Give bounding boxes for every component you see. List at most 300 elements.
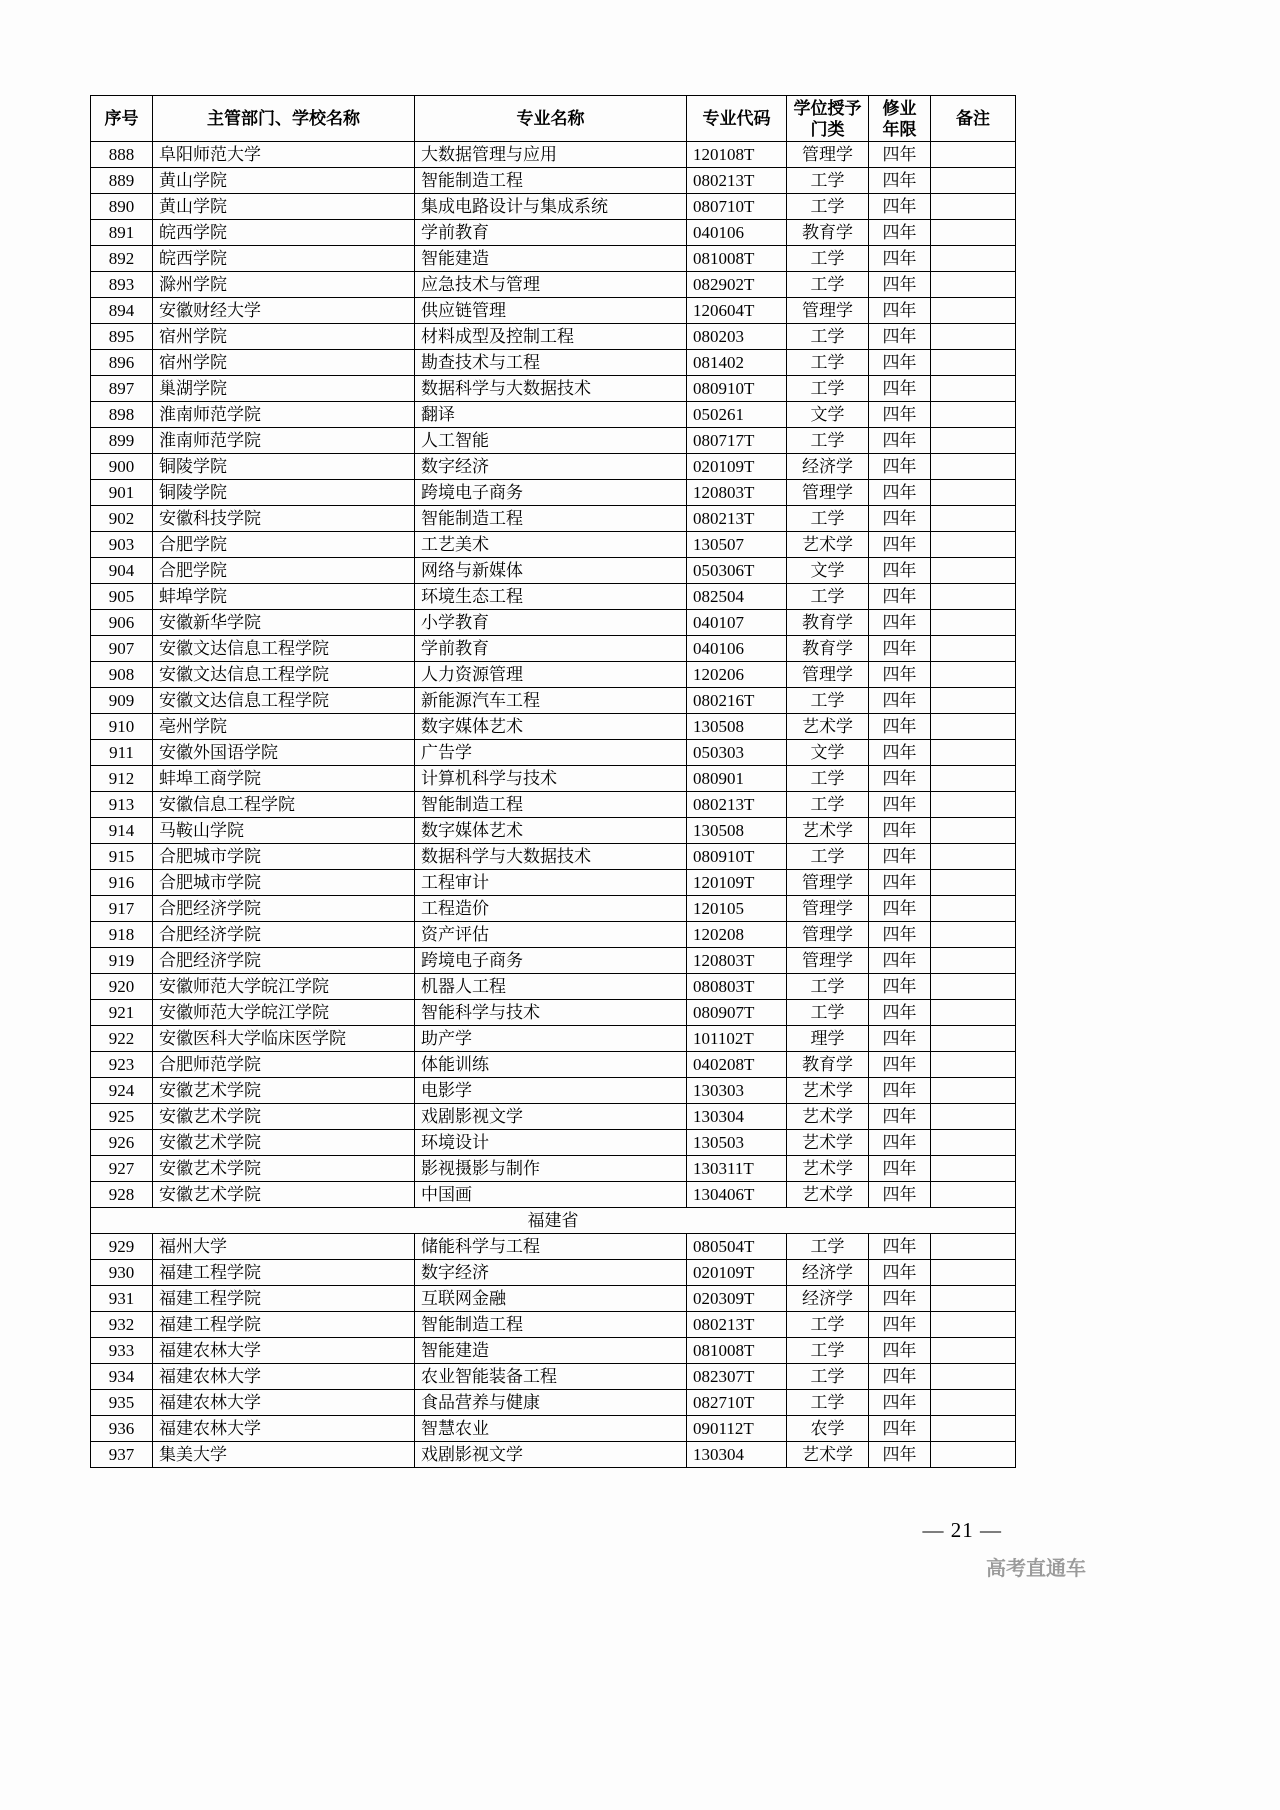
cell-no: 922 <box>91 1026 153 1052</box>
cell-years: 四年 <box>869 1442 931 1468</box>
cell-major: 人力资源管理 <box>415 662 687 688</box>
cell-years: 四年 <box>869 1260 931 1286</box>
cell-degree: 教育学 <box>787 636 869 662</box>
table-row <box>91 1416 1016 1442</box>
cell-degree: 教育学 <box>787 220 869 246</box>
cell-note <box>931 896 1016 922</box>
cell-school: 安徽财经大学 <box>153 298 415 324</box>
cell-degree: 管理学 <box>787 480 869 506</box>
cell-degree: 文学 <box>787 402 869 428</box>
cell-school: 宿州学院 <box>153 324 415 350</box>
cell-code: 080504T <box>687 1234 787 1260</box>
cell-code: 120803T <box>687 948 787 974</box>
header-row <box>91 96 1016 142</box>
cell-degree: 工学 <box>787 974 869 1000</box>
cell-note <box>931 1286 1016 1312</box>
cell-major: 智慧农业 <box>415 1416 687 1442</box>
cell-major: 数字媒体艺术 <box>415 714 687 740</box>
cell-years: 四年 <box>869 1234 931 1260</box>
cell-major: 跨境电子商务 <box>415 480 687 506</box>
col-header-code: 专业代码 <box>687 96 787 142</box>
cell-no: 890 <box>91 194 153 220</box>
cell-note <box>931 324 1016 350</box>
cell-no: 899 <box>91 428 153 454</box>
cell-school: 合肥城市学院 <box>153 844 415 870</box>
cell-school: 福建农林大学 <box>153 1390 415 1416</box>
cell-code: 120105 <box>687 896 787 922</box>
table-row <box>91 324 1016 350</box>
table-row <box>91 1130 1016 1156</box>
cell-years: 四年 <box>869 1078 931 1104</box>
page-number: — 21 — <box>922 1518 1002 1542</box>
table-row <box>91 246 1016 272</box>
cell-major: 储能科学与工程 <box>415 1234 687 1260</box>
cell-years: 四年 <box>869 246 931 272</box>
cell-note <box>931 584 1016 610</box>
cell-code: 120109T <box>687 870 787 896</box>
cell-no: 936 <box>91 1416 153 1442</box>
cell-note <box>931 298 1016 324</box>
table-row <box>91 142 1016 168</box>
cell-major: 学前教育 <box>415 220 687 246</box>
cell-degree: 管理学 <box>787 298 869 324</box>
cell-note <box>931 1260 1016 1286</box>
cell-school: 福建工程学院 <box>153 1286 415 1312</box>
cell-code: 082902T <box>687 272 787 298</box>
cell-note <box>931 714 1016 740</box>
cell-degree: 艺术学 <box>787 1104 869 1130</box>
cell-degree: 管理学 <box>787 142 869 168</box>
cell-code: 082710T <box>687 1390 787 1416</box>
cell-no: 931 <box>91 1286 153 1312</box>
cell-major: 翻译 <box>415 402 687 428</box>
cell-school: 福建农林大学 <box>153 1416 415 1442</box>
cell-school: 安徽艺术学院 <box>153 1104 415 1130</box>
cell-school: 亳州学院 <box>153 714 415 740</box>
table-row <box>91 272 1016 298</box>
table-row <box>91 636 1016 662</box>
cell-code: 080213T <box>687 792 787 818</box>
cell-major: 新能源汽车工程 <box>415 688 687 714</box>
cell-no: 894 <box>91 298 153 324</box>
cell-no: 928 <box>91 1182 153 1208</box>
cell-note <box>931 740 1016 766</box>
cell-major: 集成电路设计与集成系统 <box>415 194 687 220</box>
cell-degree: 经济学 <box>787 1286 869 1312</box>
cell-note <box>931 1338 1016 1364</box>
cell-no: 891 <box>91 220 153 246</box>
cell-note <box>931 766 1016 792</box>
cell-note <box>931 220 1016 246</box>
cell-years: 四年 <box>869 1026 931 1052</box>
cell-code: 081008T <box>687 1338 787 1364</box>
cell-major: 跨境电子商务 <box>415 948 687 974</box>
cell-school: 安徽新华学院 <box>153 610 415 636</box>
cell-years: 四年 <box>869 974 931 1000</box>
cell-years: 四年 <box>869 766 931 792</box>
cell-school: 合肥城市学院 <box>153 870 415 896</box>
table-row <box>91 740 1016 766</box>
cell-no: 902 <box>91 506 153 532</box>
cell-code: 130508 <box>687 714 787 740</box>
cell-school: 集美大学 <box>153 1442 415 1468</box>
cell-degree: 农学 <box>787 1416 869 1442</box>
cell-code: 020309T <box>687 1286 787 1312</box>
cell-major: 供应链管理 <box>415 298 687 324</box>
cell-major: 中国画 <box>415 1182 687 1208</box>
cell-years: 四年 <box>869 1000 931 1026</box>
cell-degree: 工学 <box>787 1390 869 1416</box>
table-row <box>91 1052 1016 1078</box>
cell-major: 食品营养与健康 <box>415 1390 687 1416</box>
cell-school: 福建农林大学 <box>153 1338 415 1364</box>
cell-major: 计算机科学与技术 <box>415 766 687 792</box>
cell-code: 040106 <box>687 636 787 662</box>
cell-degree: 教育学 <box>787 610 869 636</box>
table-row <box>91 1000 1016 1026</box>
cell-major: 学前教育 <box>415 636 687 662</box>
cell-school: 福建工程学院 <box>153 1260 415 1286</box>
cell-major: 数字经济 <box>415 454 687 480</box>
cell-degree: 教育学 <box>787 1052 869 1078</box>
cell-note <box>931 948 1016 974</box>
cell-no: 916 <box>91 870 153 896</box>
cell-major: 智能制造工程 <box>415 506 687 532</box>
cell-code: 050306T <box>687 558 787 584</box>
cell-school: 安徽师范大学皖江学院 <box>153 1000 415 1026</box>
cell-major: 大数据管理与应用 <box>415 142 687 168</box>
table-row <box>91 974 1016 1000</box>
cell-note <box>931 922 1016 948</box>
cell-years: 四年 <box>869 818 931 844</box>
table-row <box>91 922 1016 948</box>
table-row <box>91 558 1016 584</box>
cell-degree: 工学 <box>787 272 869 298</box>
table-row <box>91 688 1016 714</box>
cell-years: 四年 <box>869 844 931 870</box>
cell-note <box>931 688 1016 714</box>
cell-school: 福建工程学院 <box>153 1312 415 1338</box>
cell-degree: 工学 <box>787 792 869 818</box>
cell-note <box>931 272 1016 298</box>
cell-no: 920 <box>91 974 153 1000</box>
col-header-major: 专业名称 <box>415 96 687 142</box>
cell-years: 四年 <box>869 324 931 350</box>
cell-years: 四年 <box>869 168 931 194</box>
cell-degree: 工学 <box>787 350 869 376</box>
cell-school: 安徽科技学院 <box>153 506 415 532</box>
table-row <box>91 454 1016 480</box>
cell-code: 081008T <box>687 246 787 272</box>
cell-degree: 工学 <box>787 1338 869 1364</box>
cell-years: 四年 <box>869 740 931 766</box>
cell-note <box>931 818 1016 844</box>
cell-major: 智能建造 <box>415 246 687 272</box>
cell-major: 材料成型及控制工程 <box>415 324 687 350</box>
cell-no: 926 <box>91 1130 153 1156</box>
cell-degree: 工学 <box>787 584 869 610</box>
cell-no: 925 <box>91 1104 153 1130</box>
cell-code: 080901 <box>687 766 787 792</box>
cell-school: 合肥学院 <box>153 532 415 558</box>
cell-school: 安徽文达信息工程学院 <box>153 662 415 688</box>
cell-code: 082307T <box>687 1364 787 1390</box>
cell-no: 933 <box>91 1338 153 1364</box>
cell-school: 马鞍山学院 <box>153 818 415 844</box>
cell-code: 040106 <box>687 220 787 246</box>
cell-degree: 艺术学 <box>787 818 869 844</box>
cell-code: 020109T <box>687 454 787 480</box>
cell-major: 体能训练 <box>415 1052 687 1078</box>
cell-degree: 艺术学 <box>787 532 869 558</box>
cell-major: 助产学 <box>415 1026 687 1052</box>
table-row <box>91 948 1016 974</box>
cell-no: 906 <box>91 610 153 636</box>
cell-years: 四年 <box>869 792 931 818</box>
cell-no: 935 <box>91 1390 153 1416</box>
cell-no: 905 <box>91 584 153 610</box>
cell-no: 915 <box>91 844 153 870</box>
cell-degree: 管理学 <box>787 948 869 974</box>
cell-school: 皖西学院 <box>153 220 415 246</box>
cell-no: 897 <box>91 376 153 402</box>
cell-school: 安徽文达信息工程学院 <box>153 636 415 662</box>
cell-code: 081402 <box>687 350 787 376</box>
cell-code: 080717T <box>687 428 787 454</box>
table-row <box>91 584 1016 610</box>
cell-code: 080803T <box>687 974 787 1000</box>
cell-years: 四年 <box>869 714 931 740</box>
cell-no: 892 <box>91 246 153 272</box>
cell-code: 080213T <box>687 1312 787 1338</box>
cell-code: 080910T <box>687 376 787 402</box>
cell-school: 阜阳师范大学 <box>153 142 415 168</box>
cell-school: 皖西学院 <box>153 246 415 272</box>
cell-code: 130406T <box>687 1182 787 1208</box>
cell-note <box>931 428 1016 454</box>
cell-note <box>931 610 1016 636</box>
cell-code: 080213T <box>687 506 787 532</box>
cell-no: 934 <box>91 1364 153 1390</box>
cell-code: 130304 <box>687 1442 787 1468</box>
cell-degree: 管理学 <box>787 870 869 896</box>
table-row <box>91 610 1016 636</box>
cell-major: 互联网金融 <box>415 1286 687 1312</box>
cell-no: 900 <box>91 454 153 480</box>
cell-major: 机器人工程 <box>415 974 687 1000</box>
cell-school: 黄山学院 <box>153 168 415 194</box>
cell-school: 安徽艺术学院 <box>153 1130 415 1156</box>
cell-degree: 艺术学 <box>787 1442 869 1468</box>
cell-years: 四年 <box>869 298 931 324</box>
cell-years: 四年 <box>869 922 931 948</box>
cell-years: 四年 <box>869 896 931 922</box>
cell-note <box>931 142 1016 168</box>
cell-note <box>931 1104 1016 1130</box>
table-row <box>91 870 1016 896</box>
cell-no: 918 <box>91 922 153 948</box>
table-row <box>91 1364 1016 1390</box>
cell-degree: 管理学 <box>787 922 869 948</box>
cell-degree: 艺术学 <box>787 1156 869 1182</box>
cell-years: 四年 <box>869 1390 931 1416</box>
cell-note <box>931 1312 1016 1338</box>
cell-school: 铜陵学院 <box>153 480 415 506</box>
cell-no: 924 <box>91 1078 153 1104</box>
table-row <box>91 1078 1016 1104</box>
cell-note <box>931 350 1016 376</box>
cell-no: 923 <box>91 1052 153 1078</box>
cell-degree: 工学 <box>787 194 869 220</box>
cell-major: 资产评估 <box>415 922 687 948</box>
cell-degree: 工学 <box>787 1312 869 1338</box>
cell-years: 四年 <box>869 558 931 584</box>
cell-degree: 艺术学 <box>787 1078 869 1104</box>
table-row <box>91 1338 1016 1364</box>
cell-major: 人工智能 <box>415 428 687 454</box>
cell-degree: 工学 <box>787 688 869 714</box>
cell-code: 120108T <box>687 142 787 168</box>
cell-years: 四年 <box>869 1364 931 1390</box>
cell-no: 932 <box>91 1312 153 1338</box>
cell-code: 080910T <box>687 844 787 870</box>
cell-code: 040107 <box>687 610 787 636</box>
table-row <box>91 428 1016 454</box>
col-header-school: 主管部门、学校名称 <box>153 96 415 142</box>
cell-degree: 工学 <box>787 506 869 532</box>
table-row <box>91 792 1016 818</box>
table-row <box>91 1312 1016 1338</box>
cell-code: 080710T <box>687 194 787 220</box>
cell-major: 环境设计 <box>415 1130 687 1156</box>
cell-no: 909 <box>91 688 153 714</box>
cell-note <box>931 792 1016 818</box>
cell-years: 四年 <box>869 1104 931 1130</box>
cell-years: 四年 <box>869 480 931 506</box>
cell-degree: 艺术学 <box>787 1130 869 1156</box>
cell-note <box>931 194 1016 220</box>
cell-no: 898 <box>91 402 153 428</box>
cell-years: 四年 <box>869 428 931 454</box>
cell-code: 080216T <box>687 688 787 714</box>
cell-no: 921 <box>91 1000 153 1026</box>
cell-major: 环境生态工程 <box>415 584 687 610</box>
cell-degree: 艺术学 <box>787 714 869 740</box>
cell-school: 淮南师范学院 <box>153 402 415 428</box>
table-row <box>91 168 1016 194</box>
cell-major: 数字经济 <box>415 1260 687 1286</box>
cell-school: 滁州学院 <box>153 272 415 298</box>
cell-school: 合肥学院 <box>153 558 415 584</box>
cell-years: 四年 <box>869 506 931 532</box>
cell-code: 050261 <box>687 402 787 428</box>
cell-note <box>931 844 1016 870</box>
cell-code: 130503 <box>687 1130 787 1156</box>
cell-degree: 工学 <box>787 844 869 870</box>
cell-no: 889 <box>91 168 153 194</box>
cell-major: 工程审计 <box>415 870 687 896</box>
cell-years: 四年 <box>869 350 931 376</box>
cell-degree: 工学 <box>787 324 869 350</box>
cell-no: 907 <box>91 636 153 662</box>
cell-years: 四年 <box>869 1286 931 1312</box>
cell-degree: 工学 <box>787 1234 869 1260</box>
cell-school: 合肥师范学院 <box>153 1052 415 1078</box>
cell-note <box>931 636 1016 662</box>
cell-note <box>931 1182 1016 1208</box>
table-row <box>91 714 1016 740</box>
table-row <box>91 480 1016 506</box>
cell-code: 082504 <box>687 584 787 610</box>
cell-note <box>931 1156 1016 1182</box>
table-row <box>91 506 1016 532</box>
cell-major: 工艺美术 <box>415 532 687 558</box>
cell-years: 四年 <box>869 1130 931 1156</box>
cell-years: 四年 <box>869 610 931 636</box>
cell-major: 工程造价 <box>415 896 687 922</box>
cell-note <box>931 1416 1016 1442</box>
cell-note <box>931 1000 1016 1026</box>
cell-code: 130303 <box>687 1078 787 1104</box>
cell-major: 应急技术与管理 <box>415 272 687 298</box>
cell-years: 四年 <box>869 662 931 688</box>
cell-school: 福州大学 <box>153 1234 415 1260</box>
cell-note <box>931 376 1016 402</box>
cell-years: 四年 <box>869 272 931 298</box>
cell-no: 895 <box>91 324 153 350</box>
cell-years: 四年 <box>869 1416 931 1442</box>
cell-code: 101102T <box>687 1026 787 1052</box>
cell-note <box>931 1364 1016 1390</box>
cell-degree: 艺术学 <box>787 1182 869 1208</box>
cell-note <box>931 506 1016 532</box>
watermark-text: 高考直通车 <box>986 1558 1086 1580</box>
cell-no: 912 <box>91 766 153 792</box>
col-header-degree: 学位授予 门类 <box>787 96 869 142</box>
cell-degree: 理学 <box>787 1026 869 1052</box>
cell-degree: 工学 <box>787 1000 869 1026</box>
cell-major: 智能建造 <box>415 1338 687 1364</box>
cell-no: 910 <box>91 714 153 740</box>
cell-no: 903 <box>91 532 153 558</box>
cell-school: 蚌埠学院 <box>153 584 415 610</box>
cell-no: 888 <box>91 142 153 168</box>
cell-no: 919 <box>91 948 153 974</box>
cell-years: 四年 <box>869 870 931 896</box>
cell-code: 080907T <box>687 1000 787 1026</box>
cell-years: 四年 <box>869 584 931 610</box>
cell-degree: 经济学 <box>787 1260 869 1286</box>
cell-no: 893 <box>91 272 153 298</box>
cell-code: 130304 <box>687 1104 787 1130</box>
section-header: 福建省 <box>91 1208 1016 1234</box>
table-row <box>91 376 1016 402</box>
cell-note <box>931 1442 1016 1468</box>
cell-code: 120206 <box>687 662 787 688</box>
cell-degree: 工学 <box>787 168 869 194</box>
cell-major: 数据科学与大数据技术 <box>415 376 687 402</box>
cell-code: 120803T <box>687 480 787 506</box>
cell-degree: 文学 <box>787 740 869 766</box>
cell-school: 黄山学院 <box>153 194 415 220</box>
cell-note <box>931 402 1016 428</box>
col-header-years: 修业 年限 <box>869 96 931 142</box>
cell-years: 四年 <box>869 688 931 714</box>
cell-no: 908 <box>91 662 153 688</box>
cell-major: 戏剧影视文学 <box>415 1442 687 1468</box>
cell-code: 090112T <box>687 1416 787 1442</box>
cell-degree: 工学 <box>787 376 869 402</box>
